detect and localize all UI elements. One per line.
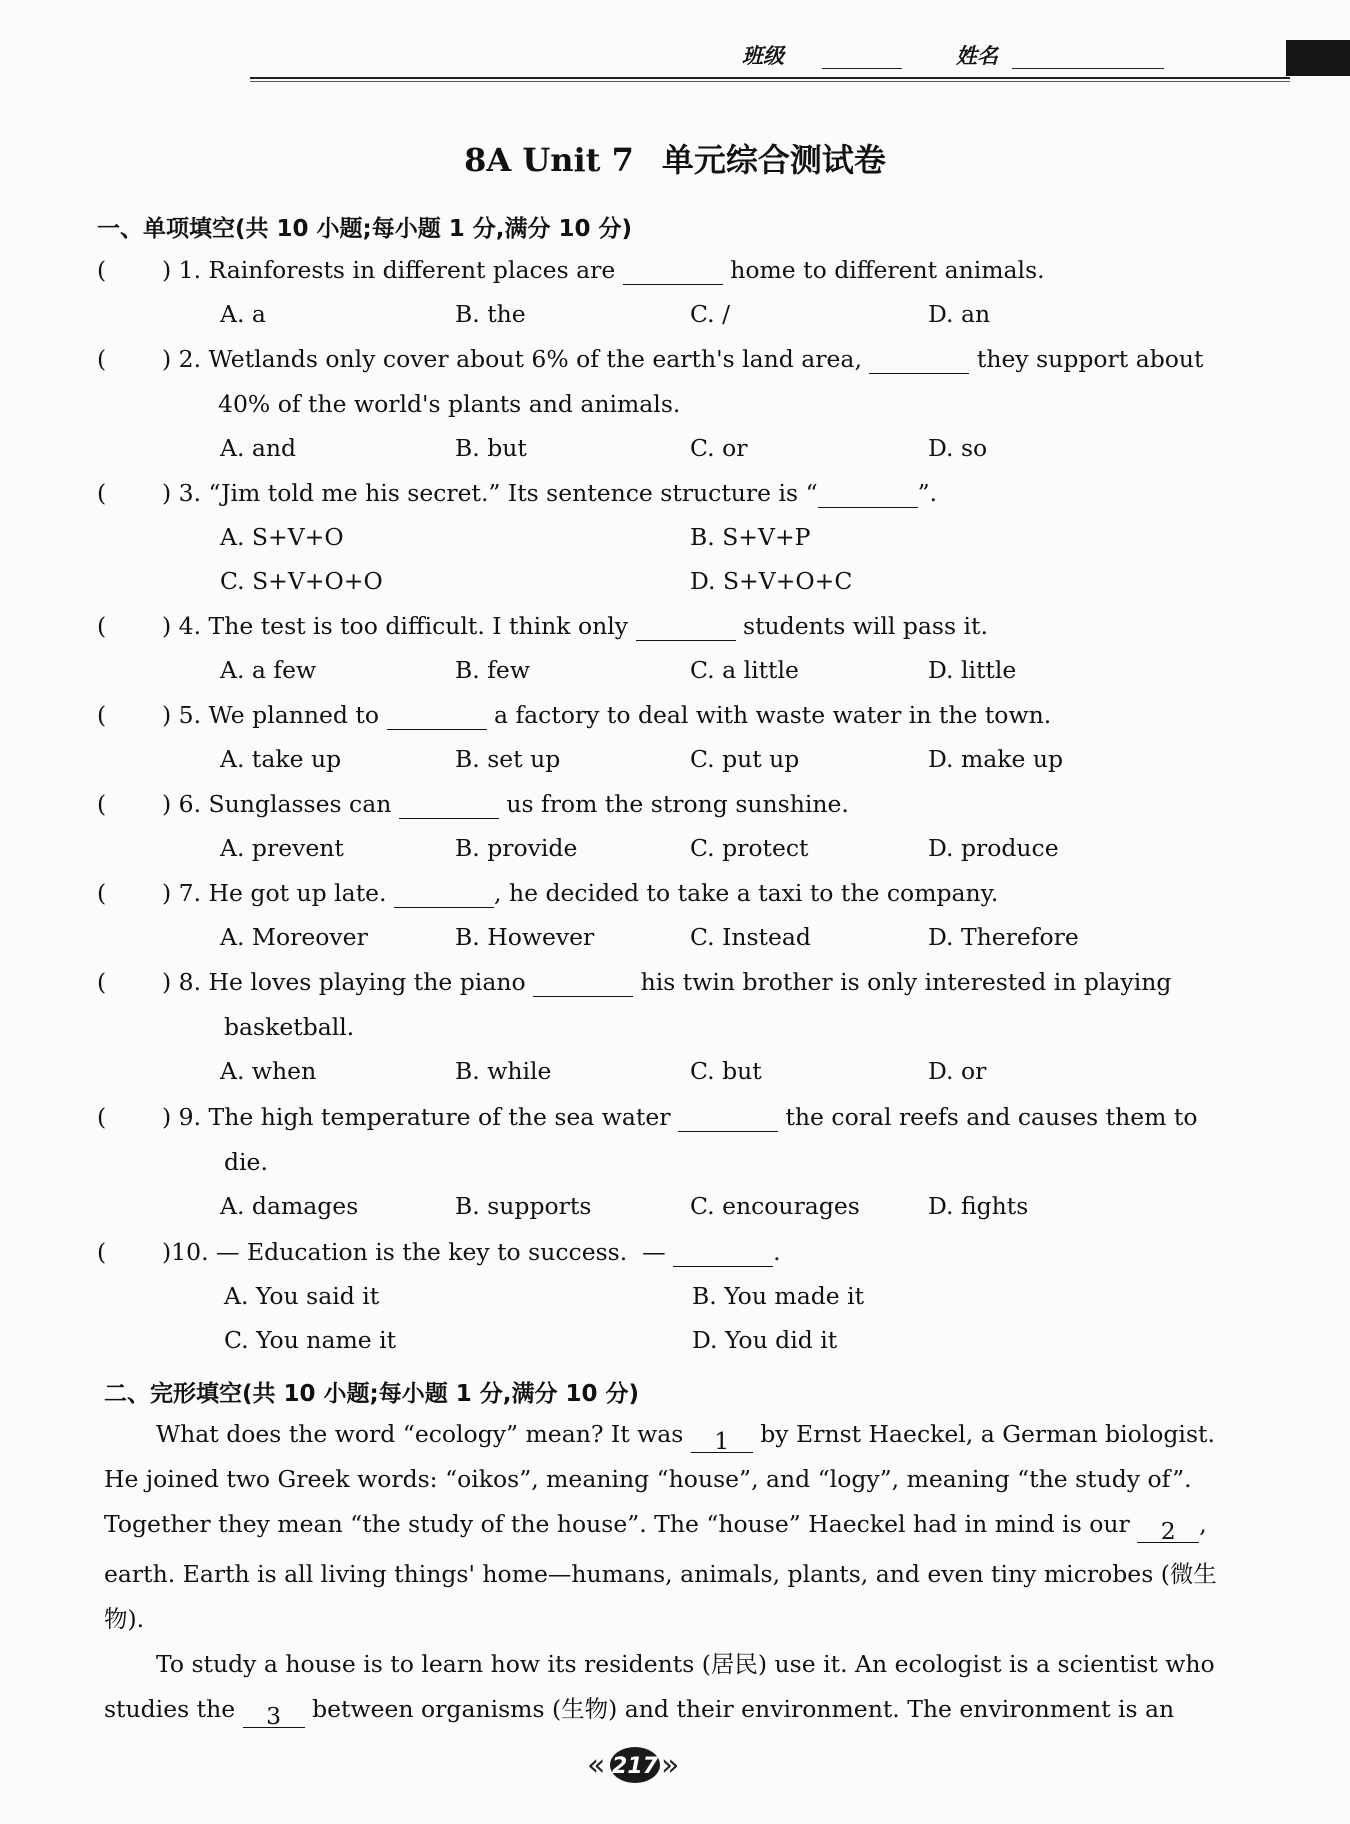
passage-line-5: 物).: [104, 1605, 145, 1633]
passage-line-7: studies the 3 between organisms (生物) and their environment. The environment is an: [104, 1695, 1175, 1730]
q8-option-d[interactable]: D. or: [928, 1057, 987, 1085]
answer-paren[interactable]: (: [97, 879, 107, 907]
q4-option-d[interactable]: D. little: [928, 656, 1017, 684]
answer-paren[interactable]: (: [97, 968, 107, 996]
question-7: ) 7. He got up late. , he decided to take a taxi to the company.: [162, 879, 999, 907]
left-chevrons-icon: «: [587, 1748, 606, 1783]
passage-line-4: earth. Earth is all living things' home—humans, animals, plants, and even tiny microbes (微生: [104, 1560, 1217, 1588]
question-5: ) 5. We planned to a factory to deal with waste water in the town.: [162, 701, 1052, 729]
q6-option-a[interactable]: A. prevent: [220, 834, 344, 862]
header-rule-thin: [250, 81, 1290, 82]
title-sub: 单元综合测试卷: [661, 141, 886, 179]
question-8: ) 8. He loves playing the piano his twin brother is only interested in playing: [162, 968, 1172, 996]
question-8-cont: basketball.: [224, 1013, 355, 1041]
name-blank[interactable]: [1012, 68, 1164, 69]
question-3: ) 3. “Jim told me his secret.” Its sentence structure is “ ”.: [162, 479, 938, 507]
question-9-cont: die.: [224, 1148, 268, 1176]
q10-option-d[interactable]: D. You did it: [692, 1326, 838, 1354]
answer-paren[interactable]: (: [97, 701, 107, 729]
page-number: 217: [612, 1754, 658, 1779]
class-label: 班级: [742, 44, 784, 68]
q8-option-b[interactable]: B. while: [455, 1057, 552, 1085]
class-blank[interactable]: [822, 68, 902, 69]
q8-option-c[interactable]: C. but: [690, 1057, 762, 1085]
q3-option-c[interactable]: C. S+V+O+O: [220, 567, 383, 595]
question-4: ) 4. The test is too difficult. I think only students will pass it.: [162, 612, 988, 640]
q5-option-d[interactable]: D. make up: [928, 745, 1064, 773]
q3-option-b[interactable]: B. S+V+P: [690, 523, 811, 551]
q9-option-b[interactable]: B. supports: [455, 1192, 592, 1220]
answer-paren[interactable]: (: [97, 612, 107, 640]
cloze-blank-1[interactable]: 1: [691, 1427, 753, 1454]
passage-line-2: He joined two Greek words: “oikos”, meaning “house”, and “logy”, meaning “the study of”.: [104, 1465, 1192, 1493]
section1-heading: 一、单项填空(共 10 小题;每小题 1 分,满分 10 分): [97, 216, 633, 242]
q10-option-c[interactable]: C. You name it: [224, 1326, 397, 1354]
q2-option-c[interactable]: C. or: [690, 434, 748, 462]
question-1: ) 1. Rainforests in different places are home to different animals.: [162, 256, 1045, 284]
q1-option-c[interactable]: C. /: [690, 300, 731, 328]
passage-line-1: What does the word “ecology” mean? It was 1 by Ernst Haeckel, a German biologist.: [156, 1420, 1215, 1455]
q5-option-a[interactable]: A. take up: [220, 745, 342, 773]
q1-option-d[interactable]: D. an: [928, 300, 991, 328]
answer-paren[interactable]: (: [97, 1103, 107, 1131]
passage-line-3: Together they mean “the study of the house”. The “house” Haeckel had in mind is our 2 ,: [104, 1510, 1207, 1545]
q1-option-a[interactable]: A. a: [220, 300, 266, 328]
q5-option-c[interactable]: C. put up: [690, 745, 800, 773]
q5-option-b[interactable]: B. set up: [455, 745, 561, 773]
q7-option-c[interactable]: C. Instead: [690, 923, 811, 951]
question-10: )10. — Education is the key to success. — .: [162, 1238, 781, 1266]
q2-option-b[interactable]: B. but: [455, 434, 527, 462]
q9-option-a[interactable]: A. damages: [220, 1192, 359, 1220]
answer-paren[interactable]: (: [97, 1238, 107, 1266]
q9-option-c[interactable]: C. encourages: [690, 1192, 860, 1220]
answer-paren[interactable]: (: [97, 479, 107, 507]
right-chevrons-icon: »: [661, 1748, 680, 1783]
question-9: ) 9. The high temperature of the sea water the coral reefs and causes them to: [162, 1103, 1198, 1131]
q4-option-b[interactable]: B. few: [455, 656, 530, 684]
q3-option-d[interactable]: D. S+V+O+C: [690, 567, 853, 595]
cloze-blank-3[interactable]: 3: [243, 1702, 305, 1729]
section2-heading: 二、完形填空(共 10 小题;每小题 1 分,满分 10 分): [104, 1381, 640, 1407]
q1-option-b[interactable]: B. the: [455, 300, 526, 328]
title-unit: 8A Unit 7: [464, 141, 634, 179]
q3-option-a[interactable]: A. S+V+O: [220, 523, 344, 551]
page-title: [0, 135, 1350, 181]
q10-option-a[interactable]: A. You said it: [224, 1282, 380, 1310]
q2-option-d[interactable]: D. so: [928, 434, 988, 462]
q8-option-a[interactable]: A. when: [220, 1057, 317, 1085]
answer-paren[interactable]: (: [97, 790, 107, 818]
answer-paren[interactable]: (: [97, 256, 107, 284]
q2-option-a[interactable]: A. and: [220, 434, 297, 462]
question-6: ) 6. Sunglasses can us from the strong sunshine.: [162, 790, 849, 818]
q6-option-c[interactable]: C. protect: [690, 834, 809, 862]
question-2-cont: 40% of the world's plants and animals.: [218, 390, 681, 418]
q7-option-b[interactable]: B. However: [455, 923, 595, 951]
header-corner-block: [1286, 40, 1350, 76]
name-label: 姓名: [956, 44, 998, 68]
q6-option-d[interactable]: D. produce: [928, 834, 1059, 862]
header-rule: [250, 77, 1290, 79]
passage-line-6: To study a house is to learn how its residents (居民) use it. An ecologist is a scientist who: [156, 1650, 1215, 1678]
q10-option-b[interactable]: B. You made it: [692, 1282, 865, 1310]
answer-paren[interactable]: (: [97, 345, 107, 373]
page-number-badge: [585, 1742, 685, 1788]
cloze-blank-2[interactable]: 2: [1137, 1517, 1199, 1544]
q9-option-d[interactable]: D. fights: [928, 1192, 1029, 1220]
q7-option-d[interactable]: D. Therefore: [928, 923, 1079, 951]
q4-option-a[interactable]: A. a few: [220, 656, 317, 684]
q6-option-b[interactable]: B. provide: [455, 834, 578, 862]
question-2: ) 2. Wetlands only cover about 6% of the earth's land area, they support about: [162, 345, 1204, 373]
q4-option-c[interactable]: C. a little: [690, 656, 799, 684]
q7-option-a[interactable]: A. Moreover: [220, 923, 368, 951]
